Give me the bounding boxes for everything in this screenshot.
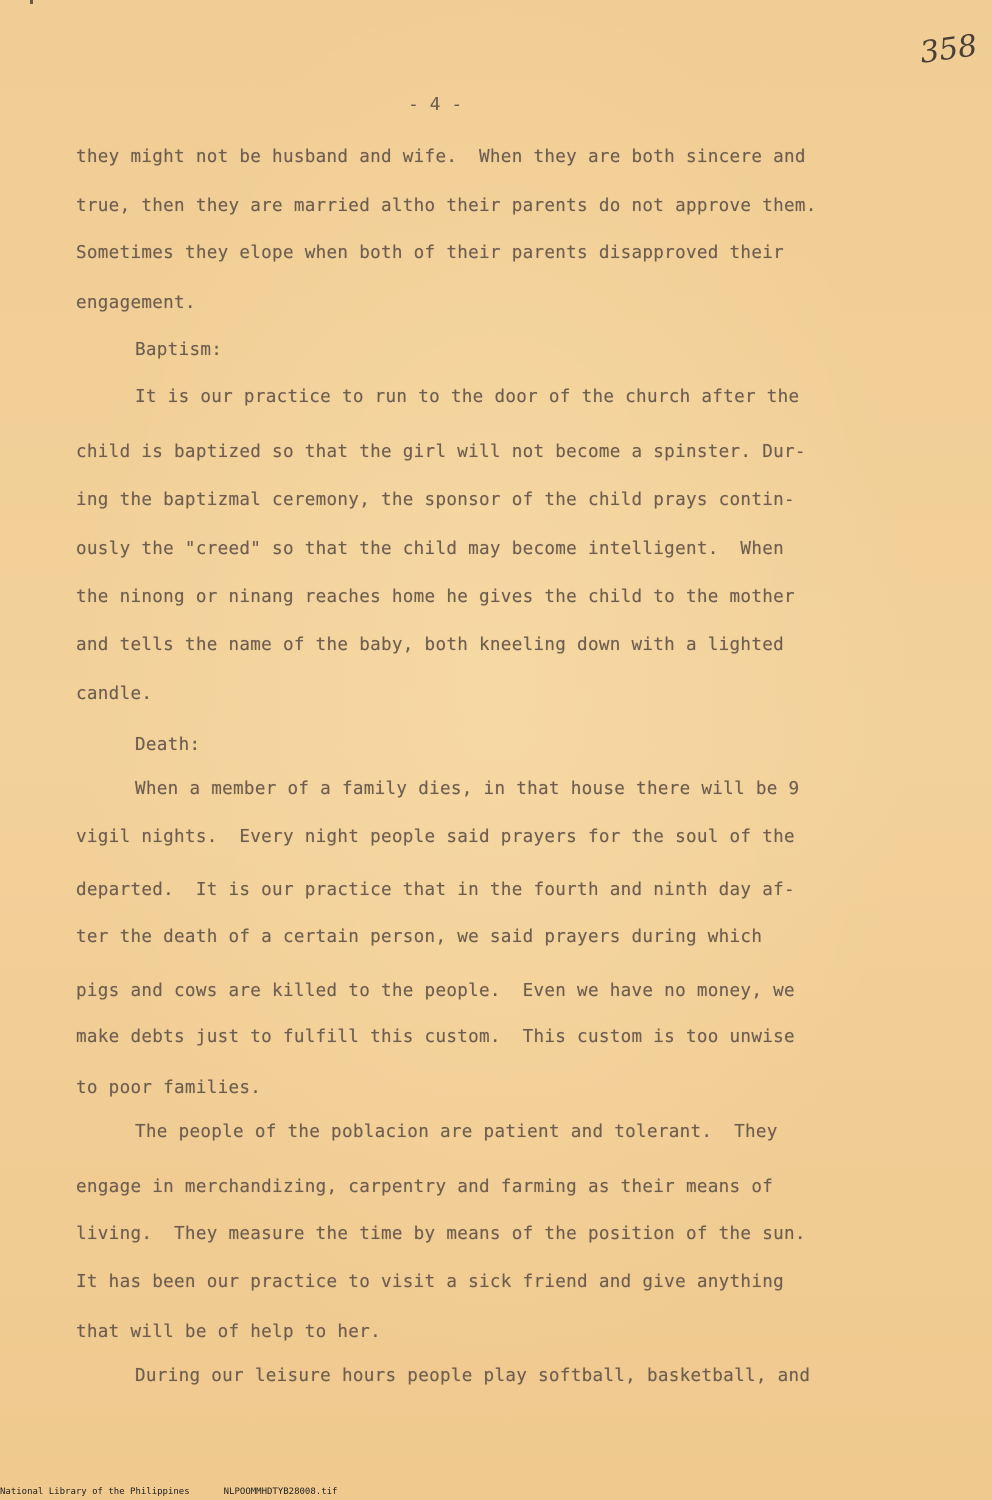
body-line: they might not be husband and wife. When they are both sincere and (76, 147, 806, 167)
body-line: The people of the poblacion are patient and tolerant. They (135, 1122, 778, 1142)
body-line: vigil nights. Every night people said prayers for the soul of the (76, 827, 795, 847)
footer-library: National Library of the Philippines (0, 1487, 190, 1497)
scan-footer (0, 1487, 371, 1497)
body-line: When a member of a family dies, in that house there will be 9 (135, 779, 800, 799)
body-line: the ninong or ninang reaches home he gives the child to the mother (76, 587, 795, 607)
body-line: It has been our practice to visit a sick friend and give anything (76, 1272, 785, 1292)
body-line: ter the death of a certain person, we said prayers during which (76, 927, 763, 947)
section-heading-death: Death: (135, 735, 201, 755)
body-line: It is our practice to run to the door of the church after the (135, 387, 800, 407)
body-line: Sometimes they elope when both of their parents disapproved their (76, 243, 785, 263)
section-heading-baptism: Baptism: (135, 340, 223, 360)
page-number: - 4 - (408, 94, 463, 115)
body-line: engage in merchandizing, carpentry and farming as their means of (76, 1177, 774, 1197)
body-line: departed. It is our practice that in the fourth and ninth day af- (76, 880, 795, 900)
body-line: true, then they are married altho their parents do not approve them. (76, 196, 817, 216)
body-line: During our leisure hours people play softball, basketball, and (135, 1366, 811, 1386)
footer-file-id: NLPOOMMHDTYB28008.tif (223, 1487, 338, 1497)
body-line: and tells the name of the baby, both kneeling down with a lighted (76, 635, 785, 655)
body-line: make debts just to fulfill this custom. This custom is too unwise (76, 1027, 795, 1047)
body-line: child is baptized so that the girl will not become a spinster. Dur- (76, 442, 806, 462)
corner-mark (30, 0, 33, 4)
body-line: candle. (76, 684, 153, 704)
body-line: to poor families. (76, 1078, 262, 1098)
body-line: ing the baptizmal ceremony, the sponsor of the child prays contin- (76, 490, 795, 510)
handwritten-page-number: 358 (917, 28, 980, 71)
body-line: ously the "creed" so that the child may become intelligent. When (76, 539, 785, 559)
body-line: living. They measure the time by means of the position of the sun. (76, 1224, 806, 1244)
body-line: pigs and cows are killed to the people. Even we have no money, we (76, 981, 795, 1001)
body-line: that will be of help to her. (76, 1322, 381, 1342)
body-line: engagement. (76, 293, 196, 313)
